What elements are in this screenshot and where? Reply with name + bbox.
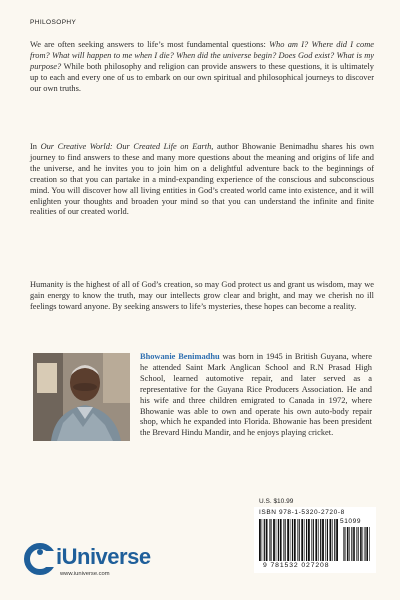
intro-questions: Who am I? Where did I come from? What will happen to me when I die? When did the universe begin? Does God exist? What is my purpose? [30, 40, 374, 71]
description-lead: In [30, 142, 41, 151]
description-text: , author Bhowanie Benimadhu shares his own journey to find answers to these and many more questions about the meaning and origins of life and the universe, and he invites you to join him on a delightful adventure back to the beginnings of creation so that you can partake in a mind-expanding experience of the conscious and subconscious mind. You will discover how all living entities in God’s created world came into existence, and it will enlighten your thoughts and broaden your mind so that you can understand the infinite and finite realities of our created world. [30, 142, 374, 217]
author-name: Bhowanie Benimadhu [140, 352, 220, 361]
description-paragraph [30, 142, 374, 218]
author-bio [140, 352, 372, 439]
category-label: PHILOSOPHY [30, 19, 77, 26]
book-title: Our Creative World: Our Created Life on Earth [40, 142, 212, 151]
barcode-digits: 9 781532 027208 [263, 562, 330, 569]
isbn-label: ISBN 978-1-5320-2720-8 [259, 509, 345, 516]
publisher-name: iUniverse [56, 544, 151, 569]
closing-paragraph: Humanity is the highest of all of God’s creation, so may God protect us and grant us wisdom, may we gain energy to know the truth, may our intellects grow clear and bright, and may we cherish no ill feelings toward anyone. By seeking answers to life’s mysteries, these hopes can become a reality. [30, 280, 374, 311]
barcode-icon [259, 517, 371, 561]
intro-text-2: While both philosophy and religion can provide answers to these questions, it is ultimately up to each and every one of us to embark on our own spiritual and philosophical journeys to discover our own truths. [30, 61, 374, 93]
author-bio-text: was born in 1945 in British Guyana, where he attended Saint Mark Anglican School and R.N Prasad High School, learned automotive repair, and later served as a representative for the Guyana Rice Producers Association. He and his wife and three children emigrated to Canada in 1972, where Bhowanie was able to own and operate his own auto-body repair shop, which he expanded into Florida. Bhowanie has been president the Brevard Hindu Mandir, and he enjoys playing cricket. [140, 352, 373, 438]
intro-text-1: We are often seeking answers to life’s most fundamental questions: [30, 40, 270, 49]
iuniverse-logo-icon [24, 543, 56, 575]
intro-paragraph [30, 40, 374, 95]
author-photo [33, 353, 130, 441]
publisher-url: www.iuniverse.com [60, 571, 110, 577]
price-label: U.S. $10.99 [259, 498, 294, 505]
price-code: 51099 [340, 518, 362, 525]
